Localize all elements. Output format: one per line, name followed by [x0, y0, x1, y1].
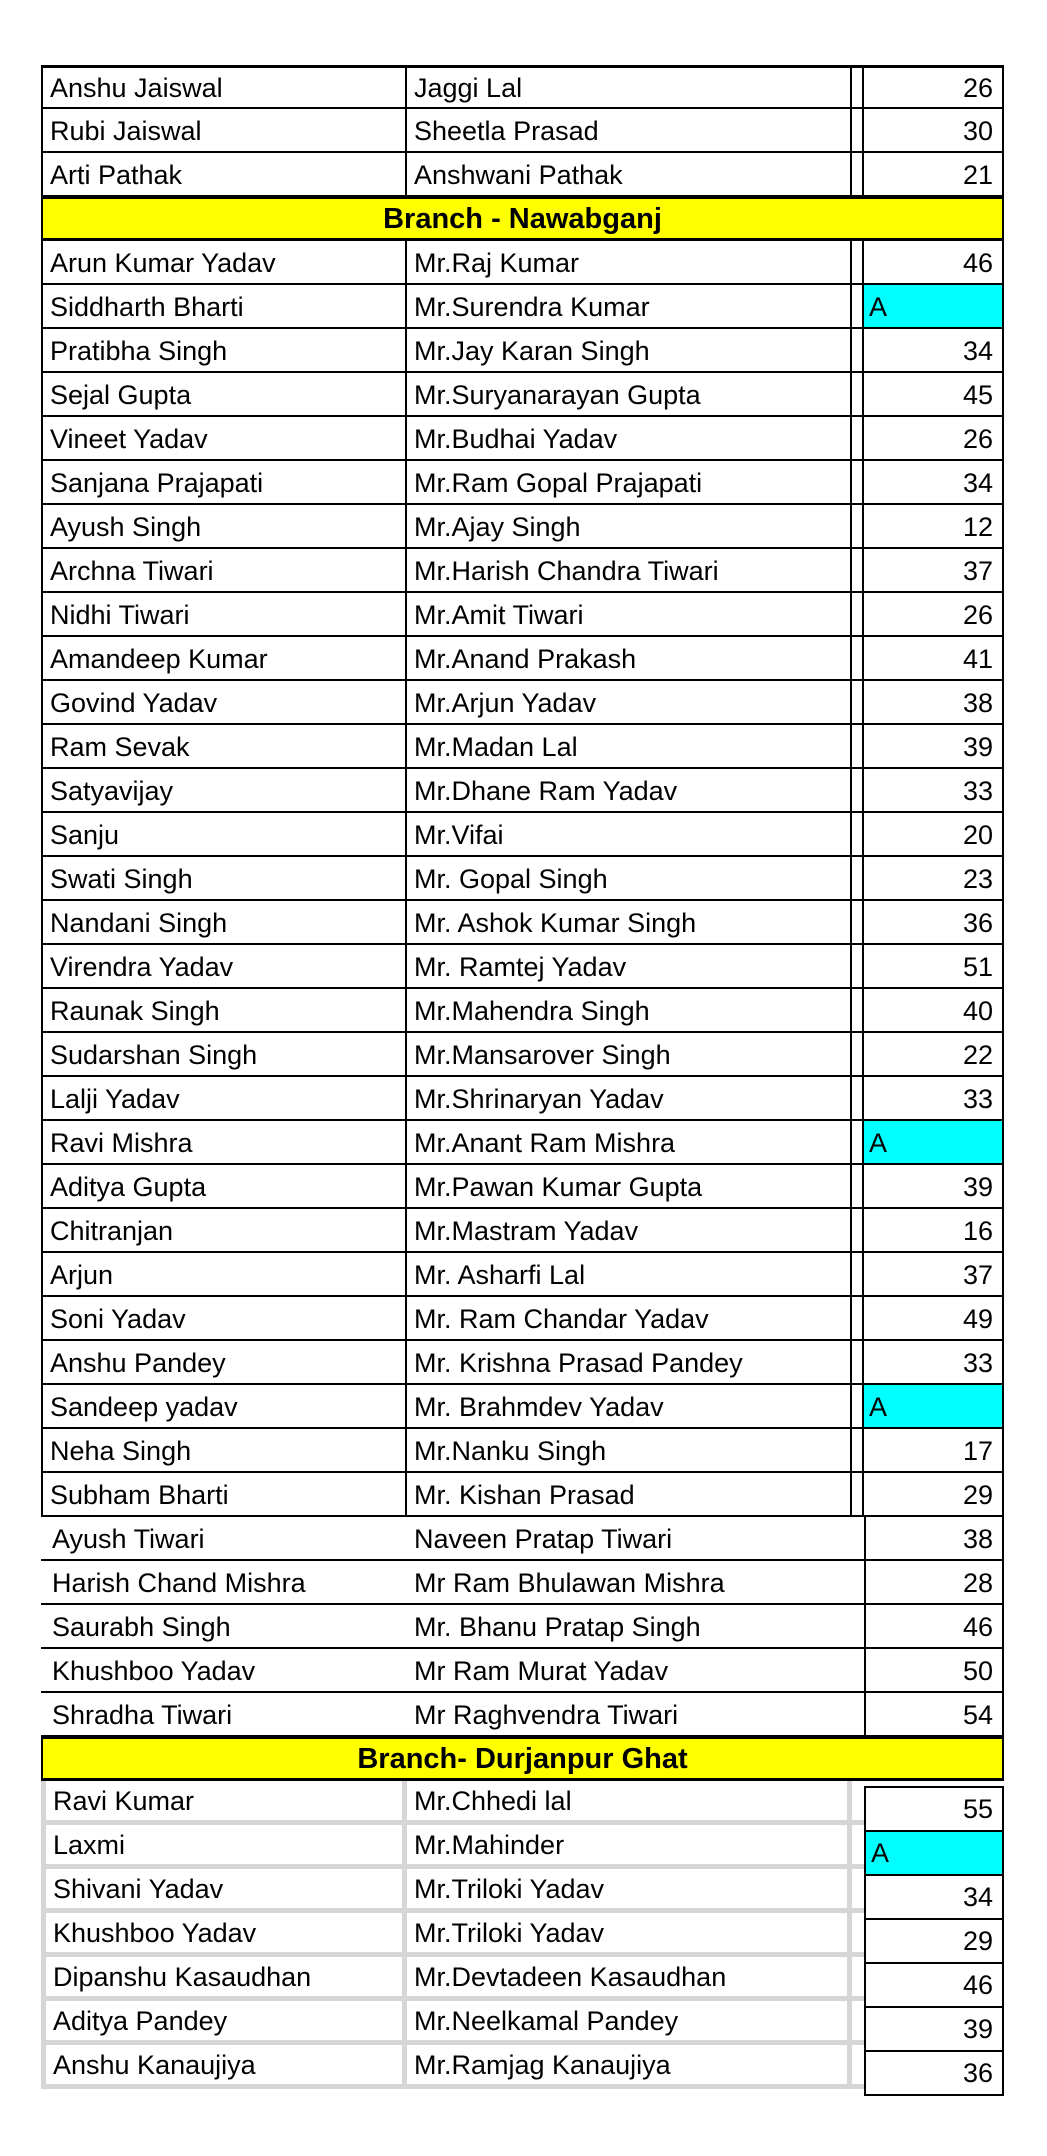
spacer-cell — [852, 461, 864, 505]
table-row — [41, 637, 1004, 681]
spacer-cell — [852, 1913, 864, 1957]
student-name-cell: Anshu Kanaujiya — [41, 2045, 407, 2089]
father-name-cell: Mr.Mansarover Singh — [407, 1033, 852, 1077]
table-row — [41, 241, 1004, 285]
score-cell — [864, 1913, 1004, 1957]
table-row — [41, 1649, 1004, 1693]
spacer-cell — [852, 373, 864, 417]
spacer-cell — [852, 945, 864, 989]
father-name-cell: Mr. Kishan Prasad — [407, 1473, 852, 1517]
score-cell: 33 — [864, 1341, 1004, 1385]
score-cell: 37 — [864, 549, 1004, 593]
father-name-cell: Mr.Mastram Yadav — [407, 1209, 852, 1253]
table-row — [41, 1473, 1004, 1517]
score-cell: 33 — [864, 1077, 1004, 1121]
absent-mark-cell: A — [864, 1121, 1004, 1165]
table-row — [41, 1561, 1004, 1605]
branch-header-row — [41, 197, 1004, 241]
father-name-cell: Mr Raghvendra Tiwari — [407, 1693, 852, 1737]
table-row — [41, 329, 1004, 373]
table-row — [41, 1605, 1004, 1649]
spacer-cell — [852, 285, 864, 329]
father-name-cell: Jaggi Lal — [407, 65, 852, 109]
score-cell: 34 — [864, 461, 1004, 505]
spacer-cell — [852, 1033, 864, 1077]
father-name-cell: Mr.Jay Karan Singh — [407, 329, 852, 373]
score-cell: 46 — [864, 241, 1004, 285]
father-name-cell: Mr.Dhane Ram Yadav — [407, 769, 852, 813]
spacer-cell — [852, 549, 864, 593]
student-name-cell: Arjun — [41, 1253, 407, 1297]
absent-mark: A — [864, 1830, 1004, 1876]
table-row — [41, 1253, 1004, 1297]
student-name-cell: Vineet Yadav — [41, 417, 407, 461]
table-row — [41, 769, 1004, 813]
spacer-cell — [852, 593, 864, 637]
student-name-cell: Amandeep Kumar — [41, 637, 407, 681]
branch-header-label: Branch - Nawabganj — [41, 197, 1004, 241]
score-cell: 36 — [864, 901, 1004, 945]
score-cell — [864, 1869, 1004, 1913]
spacer-cell — [852, 1605, 864, 1649]
student-name-cell: Ayush Tiwari — [41, 1517, 407, 1561]
table-row — [41, 1209, 1004, 1253]
spacer-cell — [852, 1825, 864, 1869]
father-name-cell: Mr.Vifai — [407, 813, 852, 857]
father-name-cell: Mr.Nanku Singh — [407, 1429, 852, 1473]
score-cell: 22 — [864, 1033, 1004, 1077]
student-name-cell: Saurabh Singh — [41, 1605, 407, 1649]
student-name-cell: Nidhi Tiwari — [41, 593, 407, 637]
father-name-cell: Mr.Madan Lal — [407, 725, 852, 769]
father-name-cell: Mr.Ram Gopal Prajapati — [407, 461, 852, 505]
table-row — [41, 1781, 1004, 1825]
table-row — [41, 681, 1004, 725]
table-row — [41, 2001, 1004, 2045]
student-name-cell: Ravi Mishra — [41, 1121, 407, 1165]
spacer-cell — [852, 329, 864, 373]
father-name-cell: Mr.Shrinaryan Yadav — [407, 1077, 852, 1121]
student-name-cell: Arun Kumar Yadav — [41, 241, 407, 285]
spacer-cell — [852, 241, 864, 285]
spacer-cell — [852, 1209, 864, 1253]
student-name-cell: Soni Yadav — [41, 1297, 407, 1341]
table-row — [41, 1033, 1004, 1077]
student-name-cell: Lalji Yadav — [41, 1077, 407, 1121]
student-name-cell: Sandeep yadav — [41, 1385, 407, 1429]
score-cell: 50 — [864, 1649, 1004, 1693]
table-row — [41, 989, 1004, 1033]
score-cell — [864, 2045, 1004, 2089]
student-name-cell: Khushboo Yadav — [41, 1913, 407, 1957]
student-name-cell: Shradha Tiwari — [41, 1693, 407, 1737]
score-cell — [864, 1957, 1004, 2001]
score-cell: 26 — [864, 417, 1004, 461]
score-cell: 39 — [864, 1165, 1004, 1209]
spacer-cell — [852, 2001, 864, 2045]
table-row — [41, 1825, 1004, 1869]
father-name-cell: Mr.Amit Tiwari — [407, 593, 852, 637]
student-name-cell: Chitranjan — [41, 1209, 407, 1253]
student-name-cell: Swati Singh — [41, 857, 407, 901]
father-name-cell: Mr. Brahmdev Yadav — [407, 1385, 852, 1429]
table-row — [41, 1429, 1004, 1473]
spacer-cell — [852, 769, 864, 813]
spacer-cell — [852, 1693, 864, 1737]
branch-header-row — [41, 1737, 1004, 1781]
student-name-cell: Anshu Pandey — [41, 1341, 407, 1385]
score-cell: 34 — [864, 329, 1004, 373]
score-cell: 26 — [864, 65, 1004, 109]
spacer-cell — [852, 989, 864, 1033]
score-cell: 17 — [864, 1429, 1004, 1473]
student-name-cell: Arti Pathak — [41, 153, 407, 197]
table-row — [41, 373, 1004, 417]
score-cell: 41 — [864, 637, 1004, 681]
father-name-cell: Mr. Bhanu Pratap Singh — [407, 1605, 852, 1649]
student-name-cell: Harish Chand Mishra — [41, 1561, 407, 1605]
student-name-cell: Aditya Pandey — [41, 2001, 407, 2045]
spacer-cell — [852, 1517, 864, 1561]
father-name-cell: Mr. Ramtej Yadav — [407, 945, 852, 989]
table-row — [41, 461, 1004, 505]
table-row — [41, 2045, 1004, 2089]
score-cell: 28 — [864, 1561, 1004, 1605]
spacer-cell — [852, 417, 864, 461]
spacer-cell — [852, 1869, 864, 1913]
spacer-cell — [852, 1253, 864, 1297]
score-value: 55 — [864, 1786, 1004, 1832]
score-cell — [864, 1781, 1004, 1825]
student-name-cell: Neha Singh — [41, 1429, 407, 1473]
father-name-cell: Mr. Gopal Singh — [407, 857, 852, 901]
absent-mark-cell: A — [864, 285, 1004, 329]
spacer-cell — [852, 725, 864, 769]
table-row — [41, 1341, 1004, 1385]
score-cell — [864, 2001, 1004, 2045]
table-row — [41, 593, 1004, 637]
spacer-cell — [852, 1561, 864, 1605]
score-cell: 20 — [864, 813, 1004, 857]
score-value: 29 — [864, 1918, 1004, 1964]
spacer-cell — [852, 1165, 864, 1209]
score-cell: 40 — [864, 989, 1004, 1033]
spacer-cell — [852, 813, 864, 857]
score-cell — [864, 1825, 1004, 1869]
father-name-cell: Mr.Triloki Yadav — [407, 1913, 852, 1957]
table-row — [41, 1869, 1004, 1913]
table-row — [41, 945, 1004, 989]
score-cell: 16 — [864, 1209, 1004, 1253]
spacer-cell — [852, 1341, 864, 1385]
father-name-cell: Mr.Triloki Yadav — [407, 1869, 852, 1913]
student-name-cell: Laxmi — [41, 1825, 407, 1869]
father-name-cell: Mr.Anant Ram Mishra — [407, 1121, 852, 1165]
student-name-cell: Ravi Kumar — [41, 1781, 407, 1825]
father-name-cell: Mr.Mahendra Singh — [407, 989, 852, 1033]
father-name-cell: Naveen Pratap Tiwari — [407, 1517, 852, 1561]
score-cell: 39 — [864, 725, 1004, 769]
spacer-cell — [852, 681, 864, 725]
spacer-cell — [852, 505, 864, 549]
table-row — [41, 1121, 1004, 1165]
table-row — [41, 1517, 1004, 1561]
father-name-cell: Mr. Ashok Kumar Singh — [407, 901, 852, 945]
attendance-sheet — [41, 65, 1004, 2089]
attendance-table-body — [41, 65, 1004, 2089]
father-name-cell: Anshwani Pathak — [407, 153, 852, 197]
father-name-cell: Mr.Suryanarayan Gupta — [407, 373, 852, 417]
student-name-cell: Satyavijay — [41, 769, 407, 813]
father-name-cell: Mr.Budhai Yadav — [407, 417, 852, 461]
spacer-cell — [852, 857, 864, 901]
score-cell: 12 — [864, 505, 1004, 549]
father-name-cell: Mr.Mahinder — [407, 1825, 852, 1869]
student-name-cell: Khushboo Yadav — [41, 1649, 407, 1693]
student-name-cell: Ram Sevak — [41, 725, 407, 769]
table-row — [41, 109, 1004, 153]
spacer-cell — [852, 1781, 864, 1825]
table-row — [41, 813, 1004, 857]
spacer-cell — [852, 637, 864, 681]
table-row — [41, 1297, 1004, 1341]
father-name-cell: Mr.Devtadeen Kasaudhan — [407, 1957, 852, 2001]
student-name-cell: Rubi Jaiswal — [41, 109, 407, 153]
student-name-cell: Nandani Singh — [41, 901, 407, 945]
student-name-cell: Siddharth Bharti — [41, 285, 407, 329]
table-row — [41, 725, 1004, 769]
table-row — [41, 549, 1004, 593]
spacer-cell — [852, 1121, 864, 1165]
spacer-cell — [852, 1077, 864, 1121]
father-name-cell: Mr.Raj Kumar — [407, 241, 852, 285]
table-row — [41, 285, 1004, 329]
score-value: 39 — [864, 2006, 1004, 2052]
score-value: 36 — [864, 2050, 1004, 2096]
student-name-cell: Sudarshan Singh — [41, 1033, 407, 1077]
student-name-cell: Subham Bharti — [41, 1473, 407, 1517]
father-name-cell: Mr Ram Bhulawan Mishra — [407, 1561, 852, 1605]
father-name-cell: Mr.Ajay Singh — [407, 505, 852, 549]
score-value: 46 — [864, 1962, 1004, 2008]
student-name-cell: Sanju — [41, 813, 407, 857]
table-row — [41, 901, 1004, 945]
student-name-cell: Shivani Yadav — [41, 1869, 407, 1913]
score-cell: 38 — [864, 681, 1004, 725]
table-row — [41, 505, 1004, 549]
spacer-cell — [852, 1473, 864, 1517]
score-cell: 51 — [864, 945, 1004, 989]
student-name-cell: Dipanshu Kasaudhan — [41, 1957, 407, 2001]
score-cell: 38 — [864, 1517, 1004, 1561]
table-row — [41, 417, 1004, 461]
father-name-cell: Mr.Surendra Kumar — [407, 285, 852, 329]
score-cell: 29 — [864, 1473, 1004, 1517]
father-name-cell: Mr. Asharfi Lal — [407, 1253, 852, 1297]
father-name-cell: Mr.Pawan Kumar Gupta — [407, 1165, 852, 1209]
student-name-cell: Govind Yadav — [41, 681, 407, 725]
spacer-cell — [852, 153, 864, 197]
table-row — [41, 1165, 1004, 1209]
score-cell: 37 — [864, 1253, 1004, 1297]
student-name-cell: Pratibha Singh — [41, 329, 407, 373]
table-row — [41, 1693, 1004, 1737]
father-name-cell: Mr.Harish Chandra Tiwari — [407, 549, 852, 593]
father-name-cell: Mr. Ram Chandar Yadav — [407, 1297, 852, 1341]
father-name-cell: Mr.Chhedi lal — [407, 1781, 852, 1825]
spacer-cell — [852, 65, 864, 109]
table-row — [41, 1913, 1004, 1957]
father-name-cell: Mr.Ramjag Kanaujiya — [407, 2045, 852, 2089]
score-cell: 54 — [864, 1693, 1004, 1737]
table-row — [41, 1077, 1004, 1121]
student-name-cell: Virendra Yadav — [41, 945, 407, 989]
score-cell: 23 — [864, 857, 1004, 901]
father-name-cell: Mr. Krishna Prasad Pandey — [407, 1341, 852, 1385]
table-row — [41, 857, 1004, 901]
father-name-cell: Mr Ram Murat Yadav — [407, 1649, 852, 1693]
table-row — [41, 65, 1004, 109]
spacer-cell — [852, 1957, 864, 2001]
score-cell: 21 — [864, 153, 1004, 197]
table-row — [41, 153, 1004, 197]
score-cell: 26 — [864, 593, 1004, 637]
branch-header-label: Branch- Durjanpur Ghat — [41, 1737, 1004, 1781]
student-name-cell: Aditya Gupta — [41, 1165, 407, 1209]
student-name-cell: Anshu Jaiswal — [41, 65, 407, 109]
table-row — [41, 1385, 1004, 1429]
score-value: 34 — [864, 1874, 1004, 1920]
spacer-cell — [852, 1429, 864, 1473]
spacer-cell — [852, 2045, 864, 2089]
spacer-cell — [852, 901, 864, 945]
spacer-cell — [852, 1297, 864, 1341]
score-cell: 49 — [864, 1297, 1004, 1341]
attendance-table — [41, 65, 1004, 2089]
student-name-cell: Ayush Singh — [41, 505, 407, 549]
student-name-cell: Archna Tiwari — [41, 549, 407, 593]
father-name-cell: Sheetla Prasad — [407, 109, 852, 153]
spacer-cell — [852, 109, 864, 153]
student-name-cell: Raunak Singh — [41, 989, 407, 1033]
spacer-cell — [852, 1649, 864, 1693]
score-cell: 33 — [864, 769, 1004, 813]
student-name-cell: Sanjana Prajapati — [41, 461, 407, 505]
absent-mark-cell: A — [864, 1385, 1004, 1429]
score-cell: 46 — [864, 1605, 1004, 1649]
score-cell: 45 — [864, 373, 1004, 417]
table-row — [41, 1957, 1004, 2001]
score-cell: 30 — [864, 109, 1004, 153]
spacer-cell — [852, 1385, 864, 1429]
father-name-cell: Mr.Neelkamal Pandey — [407, 2001, 852, 2045]
father-name-cell: Mr.Arjun Yadav — [407, 681, 852, 725]
student-name-cell: Sejal Gupta — [41, 373, 407, 417]
father-name-cell: Mr.Anand Prakash — [407, 637, 852, 681]
